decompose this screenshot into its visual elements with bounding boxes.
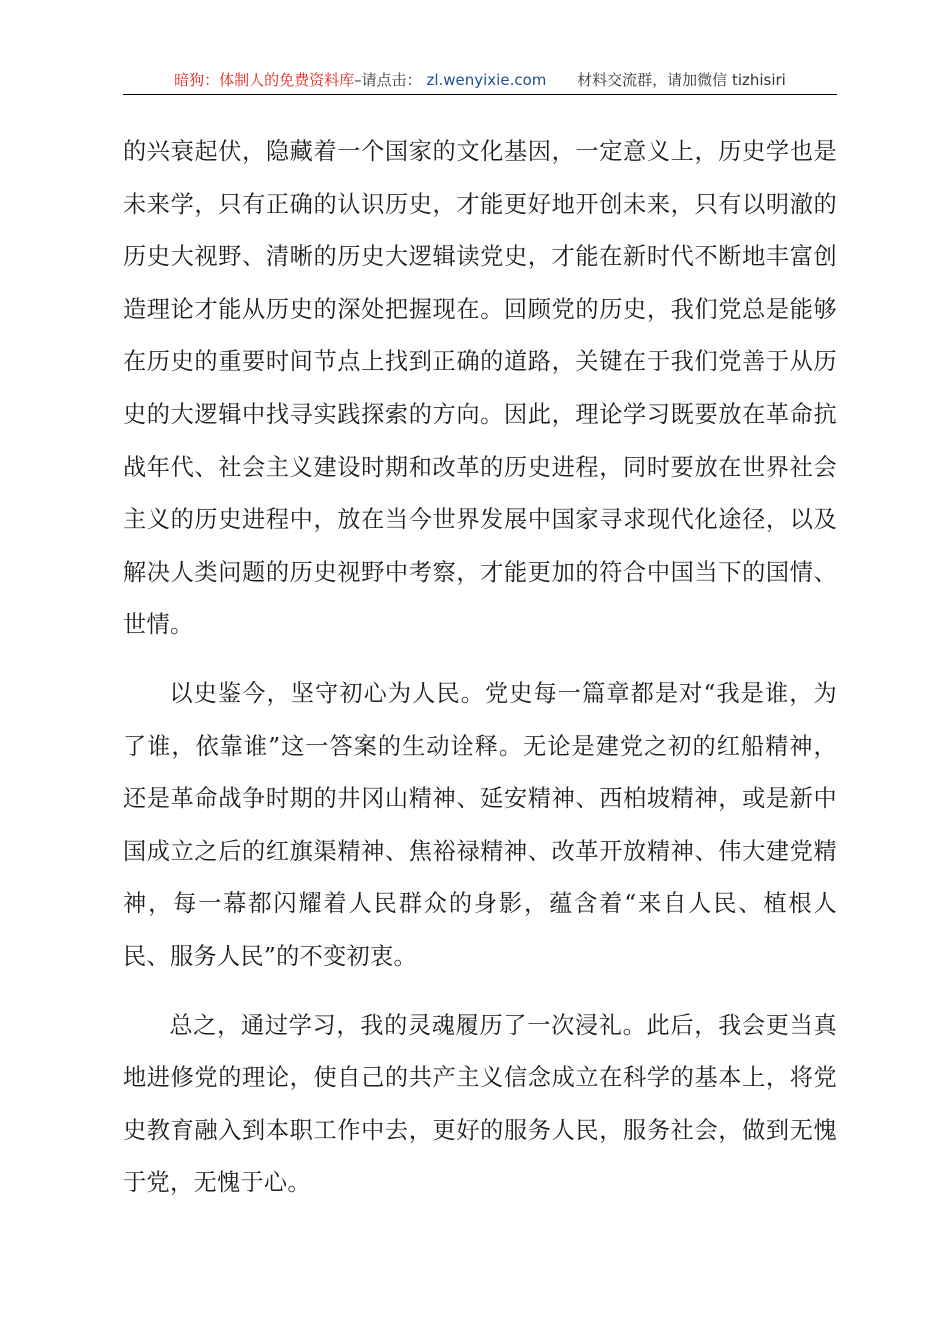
document-body [123, 126, 837, 1210]
header-group-note: 材料交流群，请加微信 tizhisiri [577, 71, 786, 89]
body-paragraph: 总之，通过学习，我的灵魂履历了一次浸礼。此后，我会更当真地进修党的理论，使自己的共产主义信念成立在科学的基本上，将党史教育融入到本职工作中去，更好的服务人民，服务社会，做到无愧于党，无愧于心。 [123, 1011, 837, 1197]
body-paragraph: 的兴衰起伏，隐藏着一个国家的文化基因，一定意义上，历史学也是未来学，只有正确的认识历史，才能更好地开创未来，只有以明澈的历史大视野、清晰的历史大逻辑读党史，才能在新时代不断地丰富创造理论才能从历史的深处把握现在。回顾党的历史，我们党总是能够在历史的重要时间节点上找到正确的道路，关键在于我们党善于从历史的大逻辑中找寻实践探索的方向。因此，理论学习既要放在革命抗战年代、社会主义建设时期和改革的历史进程，同时要放在世界社会主义的历史进程中，放在当今世界发展中国家寻求现代化途径，以及解决人类问题的历史视野中考察，才能更加的符合中国当下的国情、世情。 [123, 138, 837, 639]
header-link[interactable]: zl.wenyixie.com [426, 71, 547, 89]
header-dash: – [354, 71, 362, 89]
header-prompt: 请点击： [361, 71, 422, 89]
body-paragraph: 以史鉴今，坚守初心为人民。党史每一篇章都是对“我是谁，为了谁，依靠谁”这一答案的生动诠释。无论是建党之初的红船精神，还是革命战争时期的井冈山精神、延安精神、西柏坡精神，或是新中国成立之后的红旗渠精神、焦裕禄精神、改革开放精神、伟大建党精神，每一幕都闪耀着人民群众的身影，蕴含着“来自人民、植根人民、服务人民”的不变初衷。 [123, 679, 837, 970]
header-brand: 暗狗：体制人的免费资料库 [174, 71, 355, 89]
page-header [123, 66, 837, 95]
